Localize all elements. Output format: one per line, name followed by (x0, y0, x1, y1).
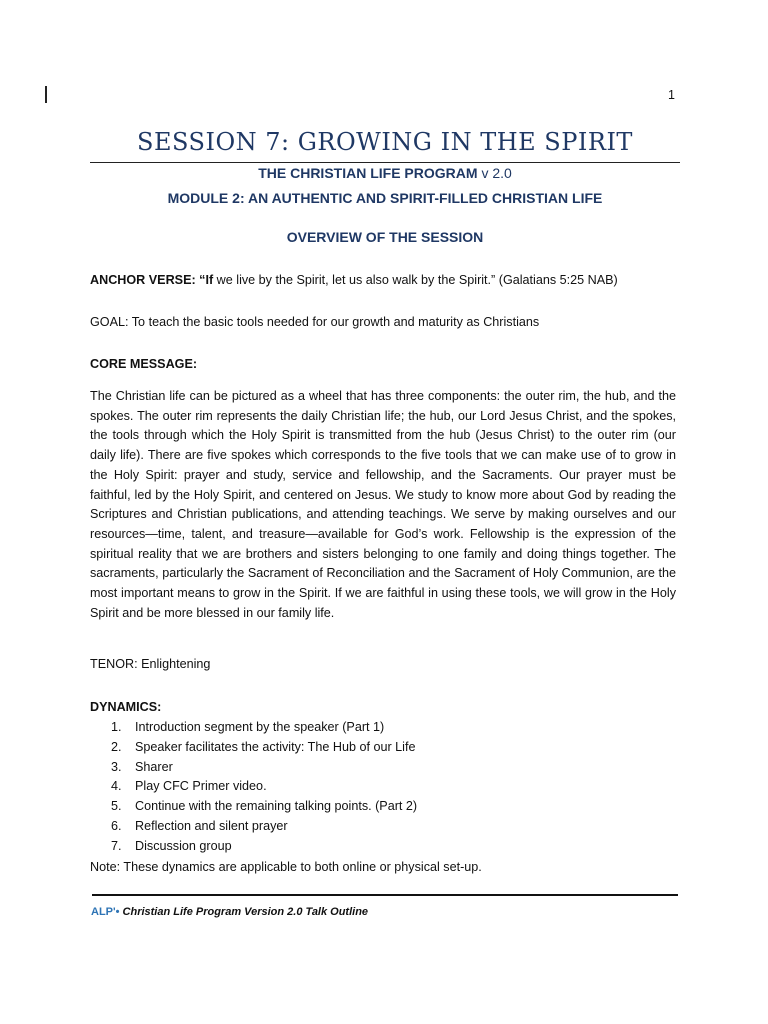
list-text: Reflection and silent prayer (135, 818, 288, 833)
list-number: 6. (111, 818, 122, 833)
goal: GOAL: To teach the basic tools needed for our growth and maturity as Christians (90, 315, 540, 329)
list-item (90, 817, 417, 837)
dynamics-note: Note: These dynamics are applicable to both online or physical set-up. (90, 860, 482, 874)
list-item (90, 738, 417, 758)
anchor-text: we live by the Spirit, let us also walk by the Spirit.” (Galatians 5:25 NAB) (213, 273, 618, 287)
core-message-body: The Christian life can be pictured as a wheel that has three components: the outer rim, the hub, and the spokes. The outer rim represents the daily Christian life; the hub, our Lord Jesus Christ, and the spokes, the tools through which the Holy Spirit is transmitted from the hub (Jesus Christ) to the outer rim (our daily life). There are five spokes which corresponds to the five tools that we can make use of to grow in the Holy Spirit: prayer and study, service and fellowship, and the Sacraments. Our prayer must be faithful, led by the Holy Spirit, and centered on Jesus. We study to know more about God by reading the Scriptures and Christian publications, and attending teachings. We serve by making ourselves and our resources—time, talent, and treasure—available for God’s work. Fellowship is the expression of the spiritual reality that we are brothers and sisters belonging to one family and doing things together. The sacraments, particularly the Sacrament of Reconciliation and the Sacrament of Holy Communion, are the most important means to grow in the Spirit. If we are faithful in using these tools, we will grow in the Holy Spirit and be more blessed in our family life. (90, 389, 676, 620)
list-item (90, 837, 417, 857)
footer-brand: ALP'• (91, 906, 120, 918)
list-number: 2. (111, 739, 122, 754)
list-text: Discussion group (135, 838, 232, 853)
program-heading (90, 165, 680, 181)
page-footer (91, 906, 368, 918)
list-number: 1. (111, 720, 122, 734)
list-item (90, 797, 417, 817)
footer-divider (92, 894, 678, 896)
list-text: Continue with the remaining talking points. (Part 2) (135, 799, 418, 814)
list-item (90, 718, 417, 738)
dynamics-list (90, 718, 417, 857)
list-number: 5. (111, 799, 122, 814)
dynamics-heading: DYNAMICS: (90, 700, 162, 714)
list-item (90, 777, 417, 797)
anchor-label: ANCHOR VERSE: (90, 273, 196, 287)
core-message-heading: CORE MESSAGE: (90, 357, 198, 371)
footer-text: Christian Life Program Version 2.0 Talk Outline (119, 906, 369, 918)
anchor-verse (90, 271, 676, 291)
list-text: Speaker facilitates the activity: The Hub of our Life (135, 739, 416, 754)
list-text: Sharer (135, 759, 173, 774)
text-cursor (45, 86, 47, 103)
page-number: 1 (668, 88, 675, 102)
module-heading: MODULE 2: AN AUTHENTIC AND SPIRIT-FILLED CHRISTIAN LIFE (167, 190, 603, 206)
tenor: TENOR: Enlightening (90, 657, 211, 671)
program-name: THE CHRISTIAN LIFE PROGRAM (258, 165, 478, 181)
title-divider (90, 162, 680, 163)
list-number: 4. (111, 779, 122, 794)
overview-heading: OVERVIEW OF THE SESSION (286, 229, 484, 245)
session-title: SESSION 7: GROWING IN THE SPIRIT (137, 128, 633, 156)
list-text: Introduction segment by the speaker (Part 1) (135, 720, 385, 734)
program-version: v 2.0 (481, 165, 512, 181)
list-number: 7. (111, 838, 122, 853)
list-item (90, 758, 417, 778)
list-number: 3. (111, 759, 122, 774)
list-text: Play CFC Primer video. (135, 779, 267, 794)
anchor-quote-open: “If (199, 273, 214, 287)
